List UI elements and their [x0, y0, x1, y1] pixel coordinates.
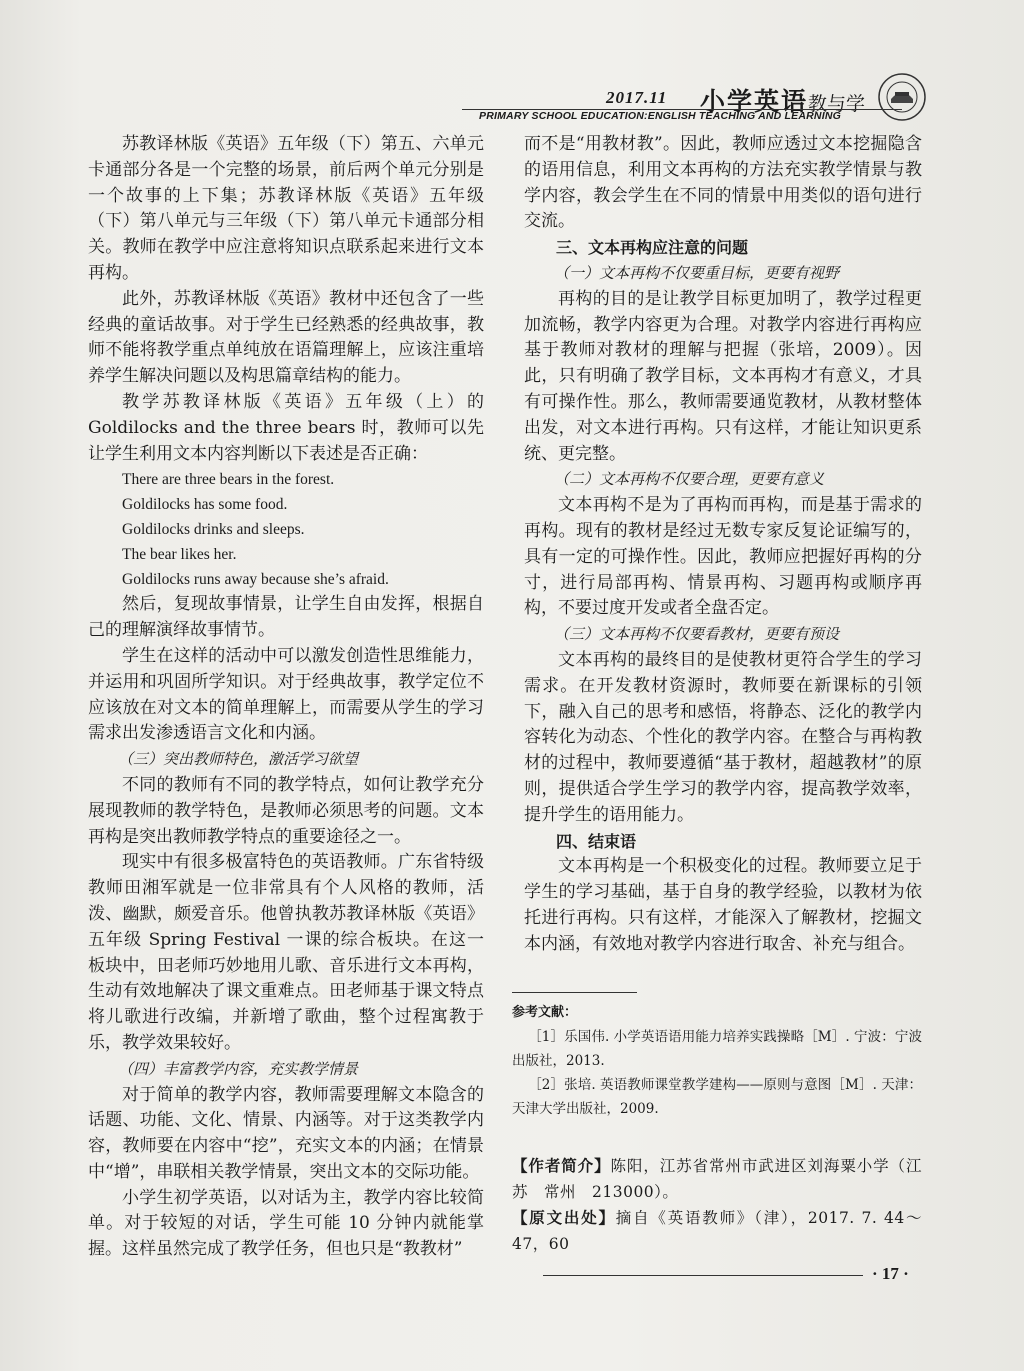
- english-statement: The bear likes her.: [122, 546, 237, 564]
- references-rule: [512, 992, 637, 993]
- english-statement: There are three bears in the forest.: [122, 471, 335, 489]
- paragraph: 学生在这样的活动中可以激发创造性思维能力，并运用和巩固所学知识。对于经典故事，教学定位不应该放在对文本的简单理解上，而需要从学生的学习需求出发渗透语言文化和内涵。: [88, 645, 484, 744]
- section-heading: 三、文本再构应注意的问题: [556, 238, 749, 258]
- issue-date: 2017.11: [606, 88, 668, 107]
- paragraph: 不同的教师有不同的教学特点，如何让教学充分展现教师的教学特色，是教师必须思考的问题。文本再构是突出教师教学特点的重要途径之一。: [88, 774, 484, 847]
- source-text: 摘自《英语教师》（津），2017. 7. 44～47，60: [512, 1209, 922, 1253]
- subsection-heading: （二）文本再构不仅要合理，更要有意义: [554, 470, 825, 489]
- subsection-heading: （四）丰富教学内容，充实教学情景: [118, 1059, 359, 1078]
- section-heading: 四、结束语: [556, 831, 637, 851]
- english-statement: Goldilocks runs away because she’s afraid.: [122, 571, 389, 589]
- publisher-seal-icon: [877, 72, 927, 122]
- author-text: 陈阳，江苏省常州市武进区刘海粟小学（江苏 常州 213000）。: [512, 1157, 922, 1201]
- footer-rule: [543, 1275, 863, 1276]
- paragraph: 教学苏教译林版《英语》五年级（上）的 Goldilocks and the three bears 时，教师可以先让学生利用文本内容判断以下表述是否正确：: [88, 391, 484, 464]
- reference-item: ［1］乐国伟. 小学英语语用能力培养实践操略［M］. 宁波：宁波出版社，2013.: [512, 1029, 922, 1069]
- subsection-heading: （三）突出教师特色，激活学习欲望: [118, 750, 359, 769]
- paragraph: 苏教译林版《英语》五年级（下）第五、六单元卡通部分各是一个完整的场景，前后两个单元分别是一个故事的上下集；苏教译林版《英语》五年级（下）第八单元与三年级（下）第八单元卡通部分相关。教师在教学中应注意将知识点联系起来进行文本再构。: [88, 134, 484, 283]
- paragraph: 小学生初学英语，以对话为主，教学内容比较简单。对于较短的对话，学生可能 10 分钟内就能掌握。这样虽然完成了教学任务，但也只是“教教材”: [88, 1187, 484, 1260]
- author-bio: [512, 1153, 922, 1205]
- references-title: 参考文献：: [512, 1005, 578, 1020]
- paragraph: 现实中有很多极富特色的英语教师。广东省特级教师田湘军就是一位非常具有个人风格的教师，活泼、幽默，颇爱音乐。他曾执教苏教译林版《英语》五年级 Spring Festival 一课的综合板块。在这一板块中，田老师巧妙地用儿歌、音乐进行文本再构，生动有效地解决了课文重难点。田老师基于课文特点将儿歌进行改编，并新增了歌曲，整个过程寓教于乐，教学效果较好。: [88, 852, 484, 1053]
- page-number: · 17 ·: [872, 1264, 909, 1283]
- paragraph: 此外，苏教译林版《英语》教材中还包含了一些经典的童话故事。对于学生已经熟悉的经典故事，教师不能将教学重点单纯放在语篇理解上，应该注重培养学生解决问题以及构思篇章结构的能力。: [88, 288, 484, 387]
- references: [512, 992, 922, 1121]
- journal-title-main: 小学英语: [700, 87, 809, 116]
- author-label: 【作者简介】: [512, 1157, 611, 1175]
- subsection-heading: （三）文本再构不仅要看教材，更要有预设: [554, 625, 840, 644]
- right-column: [524, 132, 922, 958]
- english-statement: Goldilocks drinks and sleeps.: [122, 521, 305, 539]
- author-info: [512, 1153, 922, 1257]
- journal-title-tail: 教与学: [808, 93, 866, 115]
- paragraph: 对于简单的教学内容，教师需要理解文本隐含的话题、功能、文化、情景、内涵等。对于这类教学内容，教师要在内容中“挖”，充实文本的内涵；在情景中“增”，串联相关教学情景，突出文本的交际功能。: [88, 1084, 484, 1182]
- source-label: 【原文出处】: [512, 1209, 616, 1227]
- paragraph: 然后，复现故事情景，让学生自由发挥，根据自己的理解演绎故事情节。: [88, 594, 484, 641]
- left-column: [88, 132, 484, 1263]
- paragraph: 文本再构的最终目的是使教材更符合学生的学习需求。在开发教材资源时，教师要在新课标的引领下，融入自己的思考和感悟，将静态、泛化的教学内容转化为动态、个性化的教学内容。在整合与再构教材的过程中，教师要遵循“基于教材，超越教材”的原则，提供适合学生学习的教学内容，提高教学效率，提升学生的语用能力。: [524, 649, 922, 825]
- subsection-heading: （一）文本再构不仅要重目标，更要有视野: [554, 263, 840, 282]
- journal-subtitle: PRIMARY SCHOOL EDUCATION:ENGLISH TEACHING AND LEARNING: [479, 110, 841, 122]
- paragraph: 而不是“用教材教”。因此，教师应透过文本挖掘隐含的语用信息，利用文本再构的方法充实教学情景与教学内容，教会学生在不同的情景中用类似的语句进行交流。: [524, 134, 922, 232]
- paragraph: 文本再构不是为了再构而再构，而是基于需求的再构。现有的教材是经过无数专家反复论证编写的，具有一定的可操作性。因此，教师应把握好再构的分寸，进行局部再构、情景再构、习题再构或顺序再构，不要过度开发或者全盘否定。: [524, 495, 922, 619]
- paragraph: 再构的目的是让教学目标更加明了，教学过程更加流畅，教学内容更为合理。对教学内容进行再构应基于教师对教材的理解与把握（张培，2009）。因此，只有明确了教学目标，文本再构才有意义，才具有可操作性。那么，教师需要通览教材，从教材整体出发，对文本进行再构。只有这样，才能让知识更系统、更完整。: [524, 288, 922, 464]
- source-note: [512, 1205, 922, 1257]
- reference-item: ［2］张培. 英语教师课堂教学建构——原则与意图［M］. 天津：天津大学出版社，2009.: [512, 1077, 922, 1117]
- paragraph: 文本再构是一个积极变化的过程。教师要立足于学生的学习基础，基于自身的教学经验，以教材为依托进行再构。只有这样，才能深入了解教材，挖掘文本内涵，有效地对教学内容进行取舍、补充与组合。: [524, 856, 922, 954]
- english-statement: Goldilocks has some food.: [122, 496, 288, 514]
